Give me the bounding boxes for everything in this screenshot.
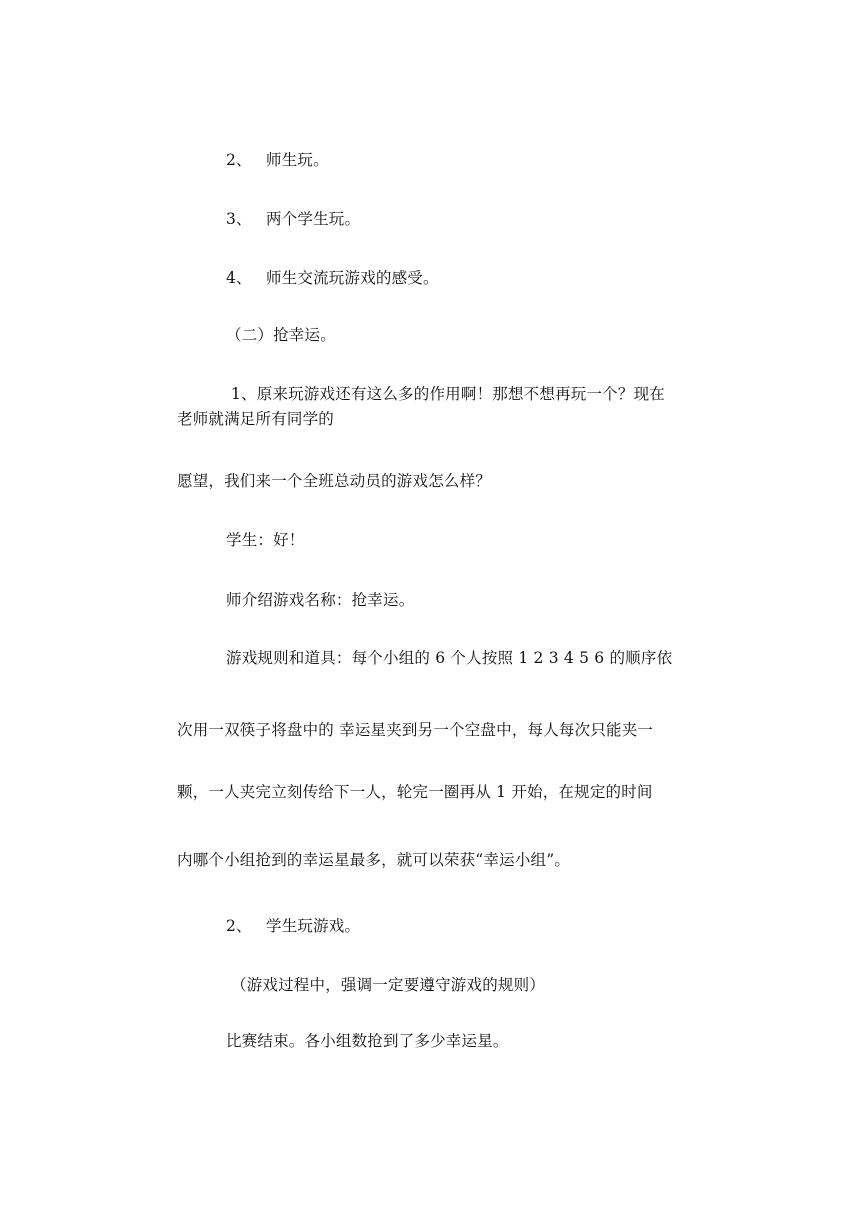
list-item-number: 4、: [226, 269, 252, 287]
rules-line: 颗，一人夹完立刻传给下一人，轮完一圈再从 1 开始，在规定的时间: [177, 783, 653, 801]
paragraph-line: 老师就满足所有同学的: [177, 410, 335, 428]
list-item-number: 3、: [226, 210, 252, 228]
note-line: （游戏过程中，强调一定要遵守游戏的规则）: [231, 976, 546, 994]
list-item-text: 学生玩游戏。: [266, 917, 361, 935]
paragraph-line: 1、原来玩游戏还有这么多的作用啊！那想不想再玩一个？现在: [231, 385, 665, 403]
student-reply: 学生：好！: [226, 531, 305, 549]
list-item: [226, 208, 360, 230]
rules-line: 游戏规则和道具：每个小组的 6 个人按照 1 2 3 4 5 6 的顺序依: [226, 649, 673, 667]
list-item: [226, 267, 439, 289]
list-item: [226, 149, 329, 171]
paragraph-line: 愿望，我们来一个全班总动员的游戏怎么样？: [177, 472, 492, 490]
section-heading: （二）抢幸运。: [226, 326, 336, 344]
list-item-text: 师生玩。: [266, 151, 329, 169]
rules-line: 次用一双筷子将盘中的 幸运星夹到另一个空盘中，每人每次只能夹一: [177, 721, 654, 739]
teacher-intro: 师介绍游戏名称：抢幸运。: [226, 591, 415, 609]
list-item: [226, 915, 360, 937]
list-item-number: 2、: [226, 917, 252, 935]
list-item-text: 师生交流玩游戏的感受。: [266, 269, 439, 287]
list-item-number: 2、: [226, 151, 252, 169]
rules-line: 内哪个小组抢到的幸运星最多，就可以荣获“幸运小组”。: [177, 851, 571, 869]
closing-line: 比赛结束。各小组数抢到了多少幸运星。: [226, 1032, 509, 1050]
list-item-text: 两个学生玩。: [266, 210, 361, 228]
